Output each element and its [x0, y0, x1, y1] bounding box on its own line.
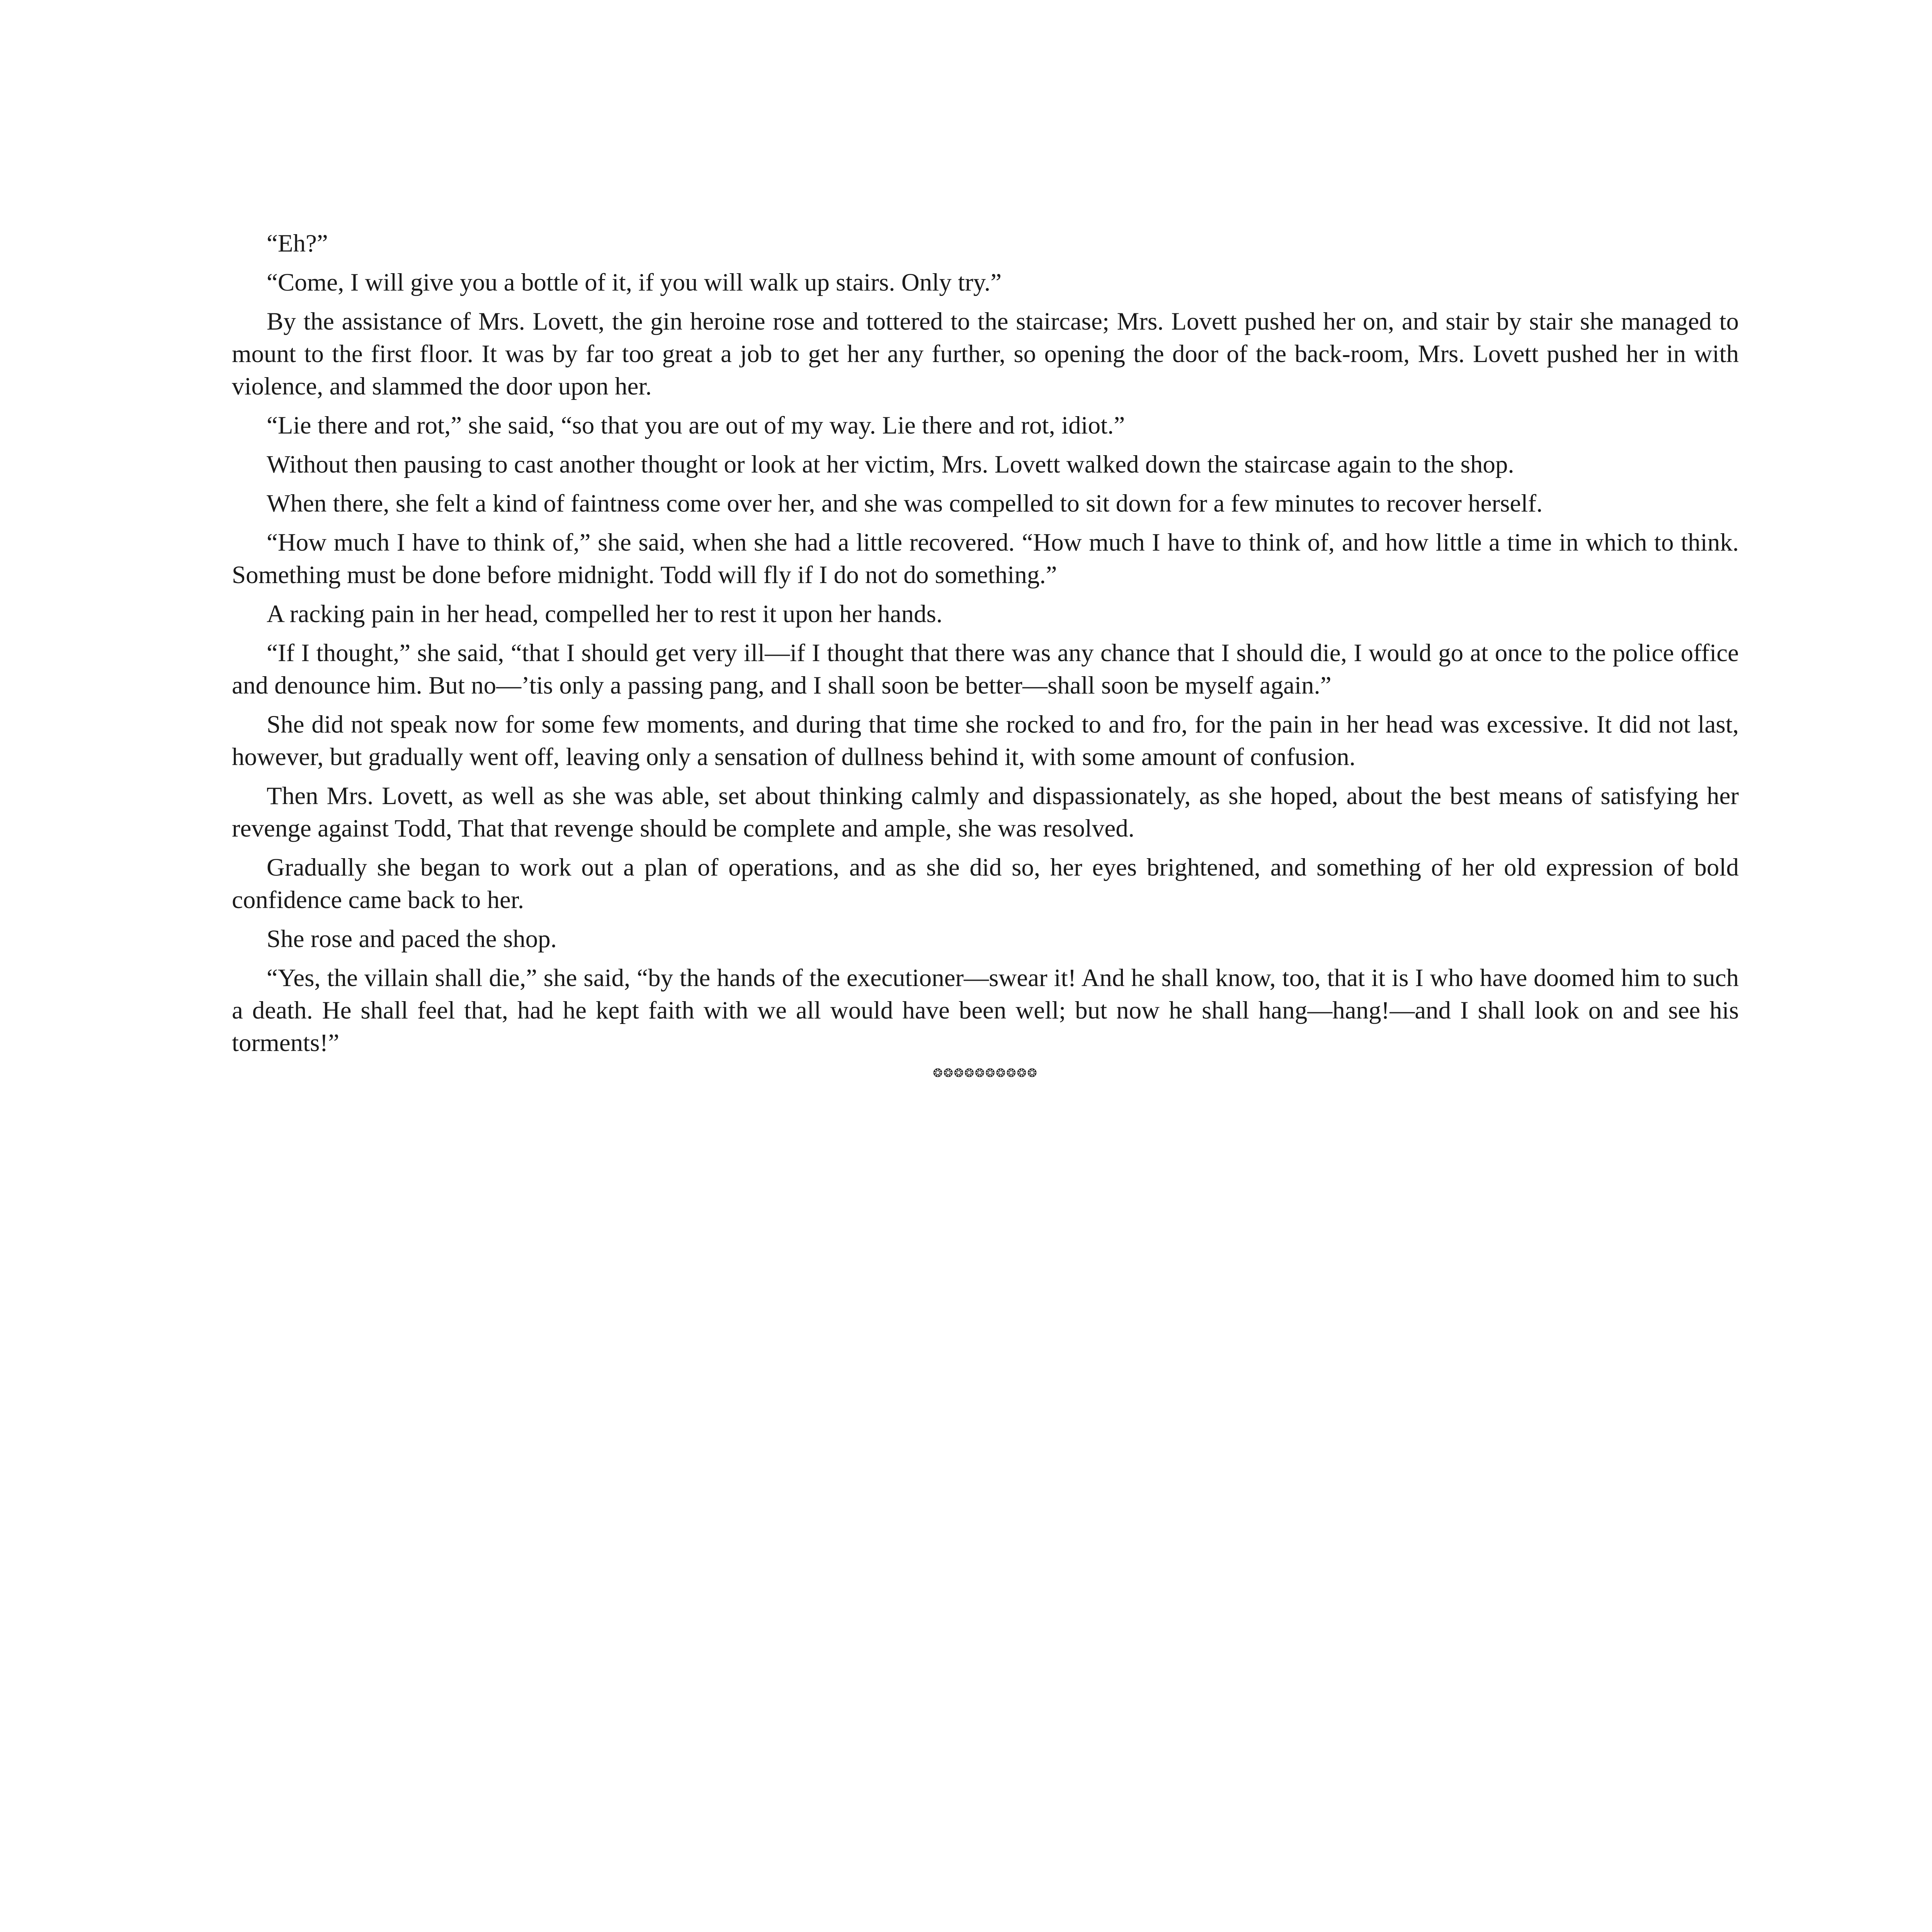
- paragraph: “Yes, the villain shall die,” she said, “by the hands of the executioner—swear it! And he shall know, too, that it is I who have doomed him to such a death. He shall feel that, had he kept faith with we all would have been well; but now he shall hang—hang!—and I shall look on and see his torments!”: [232, 964, 1739, 1057]
- paragraph: Without then pausing to cast another thought or look at her victim, Mrs. Lovett walked down the staircase again to the shop.: [267, 451, 1514, 478]
- paragraph: Gradually she began to work out a plan of operations, and as she did so, her eyes brightened, and something of her old expression of bold confidence came back to her.: [232, 854, 1739, 914]
- paragraph: By the assistance of Mrs. Lovett, the gin heroine rose and tottered to the staircase; Mrs. Lovett pushed her on, and stair by stair she managed to mount to the first floor. It was by far too great a job to get her any further, so opening the door of the back-room, Mrs. Lovett pushed her in with violence, and slammed the door upon her.: [232, 308, 1739, 400]
- paragraph: “How much I have to think of,” she said, when she had a little recovered. “How much I have to think of, and how little a time in which to think. Something must be done before midnight. Todd will fly if I do not do something.”: [232, 529, 1739, 589]
- paragraph: Then Mrs. Lovett, as well as she was able, set about thinking calmly and dispassionately, as she hoped, about the best means of satisfying her revenge against Todd, That that revenge should be complete and ample, she was resolved.: [232, 782, 1739, 842]
- paragraph: “Eh?”: [267, 230, 328, 257]
- paragraph: A racking pain in her head, compelled her to rest it upon her hands.: [267, 600, 943, 628]
- paragraph: “Come, I will give you a bottle of it, if you will walk up stairs. Only try.”: [267, 269, 1002, 296]
- body-text: [232, 227, 1739, 1081]
- section-break-ornament: ❂❂❂❂❂❂❂❂❂❂: [933, 1066, 1038, 1080]
- paragraph: When there, she felt a kind of faintness come over her, and she was compelled to sit down for a few minutes to recover herself.: [267, 490, 1543, 517]
- paragraph: She did not speak now for some few moments, and during that time she rocked to and fro, for the pain in her head was excessive. It did not last, however, but gradually went off, leaving only a sensation of dullness behind it, with some amount of confusion.: [232, 711, 1739, 771]
- paragraph: “Lie there and rot,” she said, “so that you are out of my way. Lie there and rot, idiot.”: [267, 412, 1125, 439]
- paragraph: She rose and paced the shop.: [267, 925, 557, 953]
- paragraph: “If I thought,” she said, “that I should get very ill—if I thought that there was any chance that I should die, I would go at once to the police office and denounce him. But no—’tis only a passing pang, and I shall soon be better—shall soon be myself again.”: [232, 639, 1739, 699]
